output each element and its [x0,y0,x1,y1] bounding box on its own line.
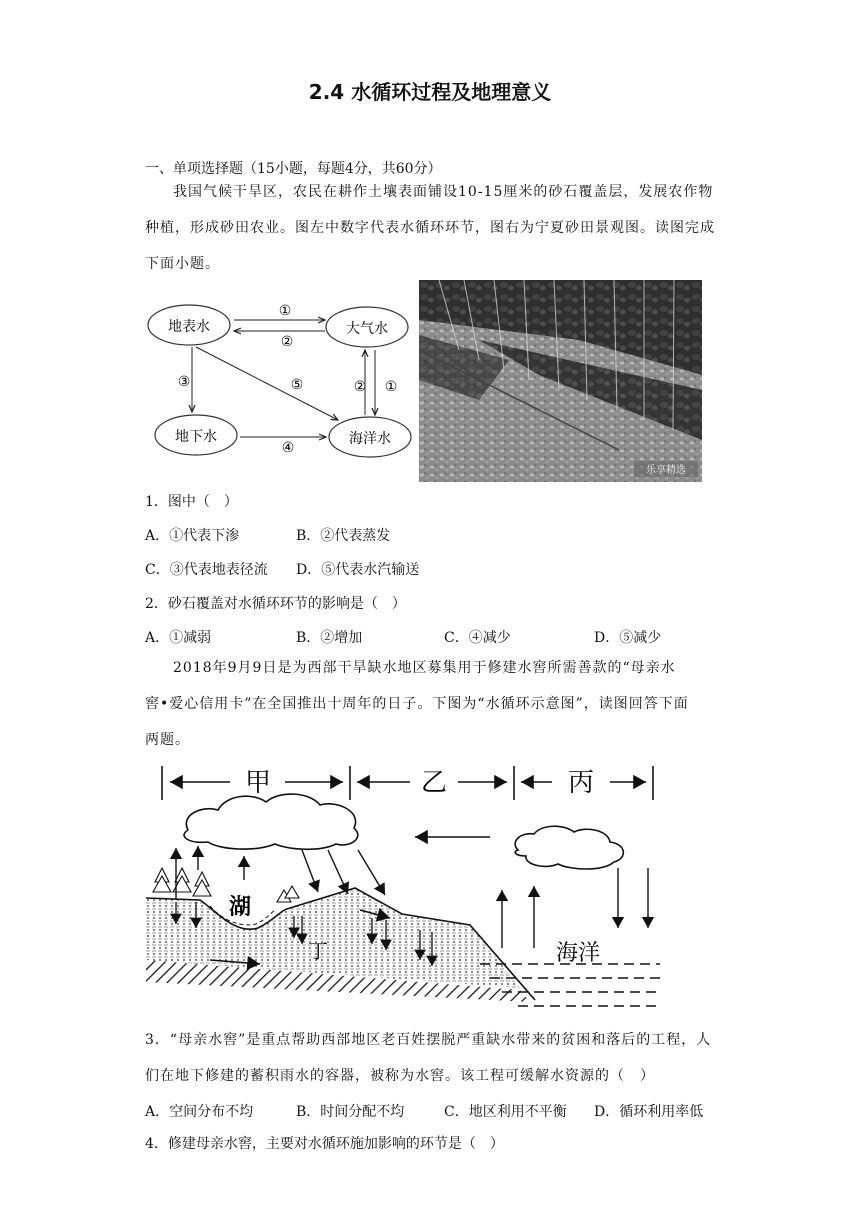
region-yi-label: 乙 [420,768,448,798]
label-5: ⑤ [290,377,304,393]
label-2-right: ② [353,379,367,395]
q3-option-b[interactable]: B．时间分配不均 [296,1104,405,1120]
ocean-water-label: 海洋水 [349,431,391,447]
trees [153,868,299,902]
q3-stem-line1: 3．“母亲水窖”是重点帮助西部地区老百姓摆脱严重缺水带来的贫困和落后的工程，人 [145,1032,712,1048]
q1-stem: 1．图中（ ） [145,494,238,510]
ocean-evaporation-arrows [502,886,534,948]
q2-stem: 2．砂石覆盖对水循环环节的影响是（ ） [145,596,406,612]
label-1-top: ① [278,303,292,319]
q3-option-d[interactable]: D．循环利用率低 [594,1104,704,1120]
photo-watermark: 乐享精选 [646,465,686,476]
q1-option-b[interactable]: B．②代表蒸发 [296,528,391,544]
ground-water-label: 地下水 [175,429,217,445]
q4-stem: 4．修建母亲水窖，主要对水循环施加影响的环节是（ ） [145,1136,504,1152]
q1-option-d[interactable]: D．⑤代表水汽输送 [296,562,420,578]
q3-option-c[interactable]: C．地区利用不平衡 [444,1104,567,1120]
page-title: 2.4 水循环过程及地理意义 [308,80,552,104]
region-ding-label: 丁 [308,939,328,963]
intro2-line2: 窖•爱心信用卡”在全国推出十周年的日子。下图为“水循环示意图”，读图回答下面 [145,696,689,712]
q2-option-a[interactable]: A．①减弱 [145,630,212,646]
section-heading: 一、单项选择题（15小题，每题4分，共60分） [145,161,442,177]
lake-label: 湖 [228,894,252,920]
intro1-line3: 下面小题。 [145,256,220,272]
q2-option-b[interactable]: B．②增加 [296,630,363,646]
region-jia-label: 甲 [244,768,272,798]
water-cycle-schematic [140,760,680,1022]
label-2-top: ② [280,334,294,350]
intro1-line1: 我国气候干旱区，农民在耕作土壤表面铺设10-15厘米的砂石覆盖层，发展农作物 [173,184,714,200]
surface-water-label: 地表水 [168,319,210,335]
arrow-5 [196,347,338,420]
q1-option-c[interactable]: C．③代表地表径流 [145,562,268,578]
water-cycle-flow-diagram [140,294,420,470]
q2-option-c[interactable]: C．④减少 [444,630,511,646]
intro2-line1: 2018年9月9日是为西部干旱缺水地区募集用于修建水窖所需善款的“母亲水 [173,660,676,676]
label-4: ④ [281,440,295,456]
q1-option-a[interactable]: A．①代表下渗 [145,528,240,544]
label-3: ③ [177,374,191,390]
intro1-line2: 种植，形成砂田农业。图左中数字代表水循环环节，图右为宁夏砂田景观图。读图完成 [145,220,715,236]
ocean-cloud [515,826,623,869]
label-1-right: ① [384,379,398,395]
land-cloud [184,794,358,849]
region-bing-label: 丙 [567,768,595,798]
sand-field-photo [419,280,702,482]
intro2-line3: 两题。 [145,732,190,748]
q3-option-a[interactable]: A．空间分布不均 [145,1104,254,1120]
atmosphere-water-label: 大气水 [346,321,388,337]
q2-option-d[interactable]: D．⑤减少 [594,630,662,646]
ocean-label: 海洋 [555,941,601,966]
q3-stem-line2: 们在地下修建的蓄积雨水的容器，被称为水窖。该工程可缓解水资源的（ ） [145,1068,655,1084]
